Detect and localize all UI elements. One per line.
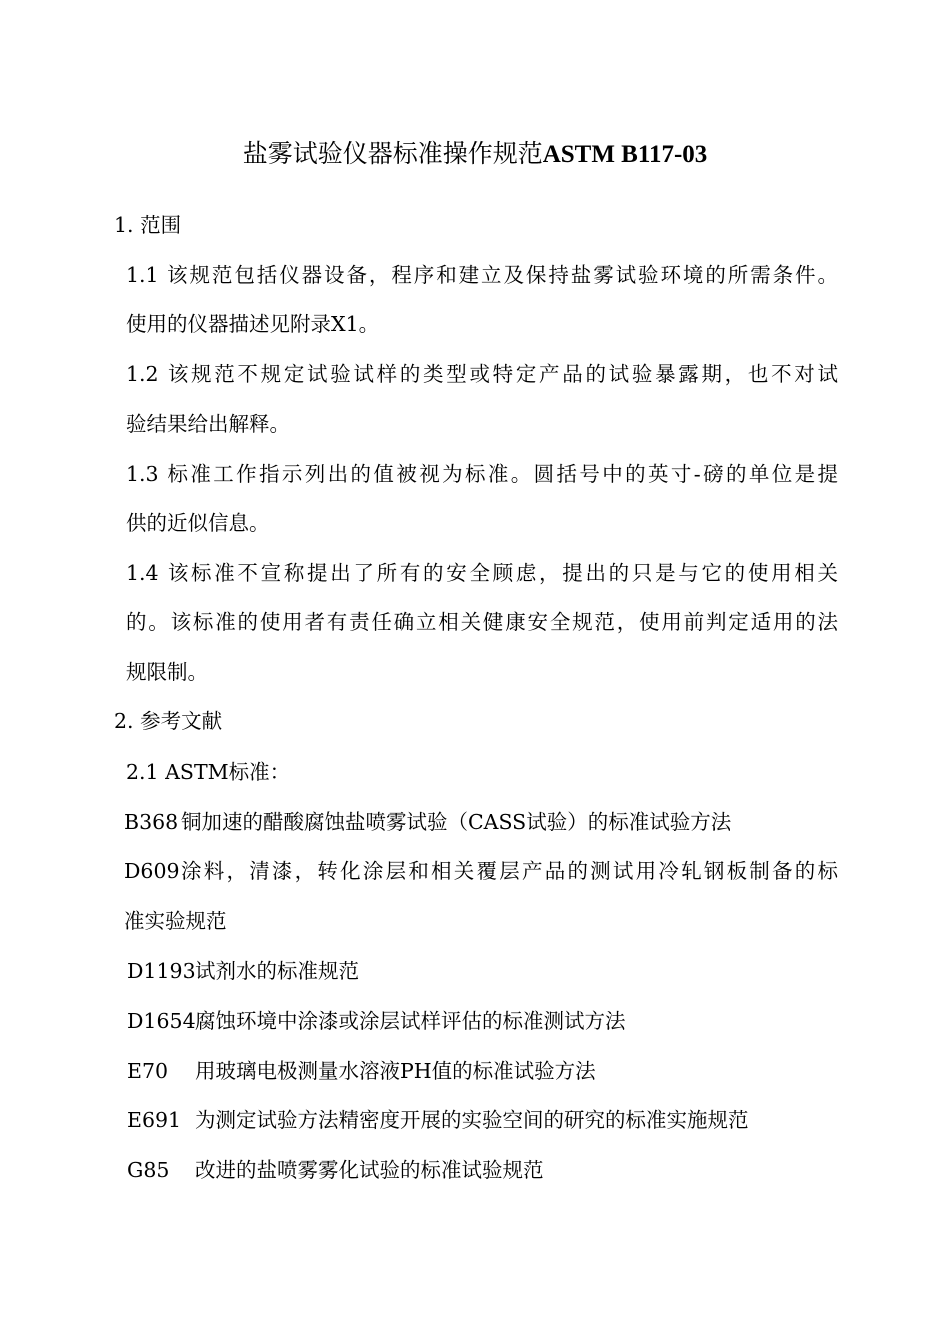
paragraph-1-1-line-2: 使用的仪器描述见附录X1。 [126, 312, 380, 336]
reference-title: 试剂水的标准规范 [195, 959, 359, 983]
section-heading-references: 2. 参考文献 [114, 709, 223, 733]
reference-title: 铜加速的醋酸腐蚀盐喷雾试验（CASS试验）的标准试验方法 [181, 810, 732, 834]
reference-title: 腐蚀环境中涂漆或涂层试样评估的标准测试方法 [195, 1009, 626, 1033]
reference-title: 涂料，清漆，转化涂层和相关覆层产品的测试用冷轧钢板制备的标 [181, 859, 838, 883]
paragraph-1-3-line-2: 供的近似信息。 [126, 511, 270, 535]
reference-title: 为测定试验方法精密度开展的实验空间的研究的标准实施规范 [195, 1108, 749, 1132]
document-title [0, 132, 950, 177]
paragraph-1-2-line-1: 1.2 该规范不规定试验试样的类型或特定产品的试验暴露期，也不对试 [126, 362, 838, 386]
paragraph-1-4-line-2: 的。该标准的使用者有责任确立相关健康安全规范，使用前判定适用的法 [126, 610, 838, 634]
section-heading-scope: 1. 范围 [114, 213, 182, 237]
title-chinese: 盐雾试验仪器标准操作规范 [242, 139, 543, 168]
reference-code: G85 [127, 1158, 170, 1182]
reference-title: 改进的盐喷雾雾化试验的标准试验规范 [195, 1158, 544, 1182]
paragraph-1-3-line-1: 1.3 标准工作指示列出的值被视为标准。圆括号中的英寸-磅的单位是提 [126, 462, 838, 486]
reference-title-continuation: 准实验规范 [124, 909, 227, 933]
reference-code: D609 [124, 859, 180, 883]
paragraph-1-2-line-2: 验结果给出解释。 [126, 412, 290, 436]
reference-code: D1193 [127, 959, 196, 983]
title-standard-code: ASTM B117-03 [542, 141, 708, 168]
reference-code: E691 [127, 1108, 182, 1132]
paragraph-1-4-line-3: 规限制。 [126, 660, 208, 684]
reference-title: 用玻璃电极测量水溶液PH值的标准试验方法 [195, 1059, 596, 1083]
paragraph-1-4-line-1: 1.4 该标准不宣称提出了所有的安全顾虑，提出的只是与它的使用相关 [126, 561, 838, 585]
reference-code: E70 [127, 1059, 169, 1083]
reference-code: D1654 [127, 1009, 196, 1033]
paragraph-1-1-line-1: 1.1 该规范包括仪器设备，程序和建立及保持盐雾试验环境的所需条件。 [126, 263, 838, 287]
subheading-astm-standards: 2.1 ASTM标准： [126, 760, 291, 784]
reference-code: B368 [124, 810, 179, 834]
